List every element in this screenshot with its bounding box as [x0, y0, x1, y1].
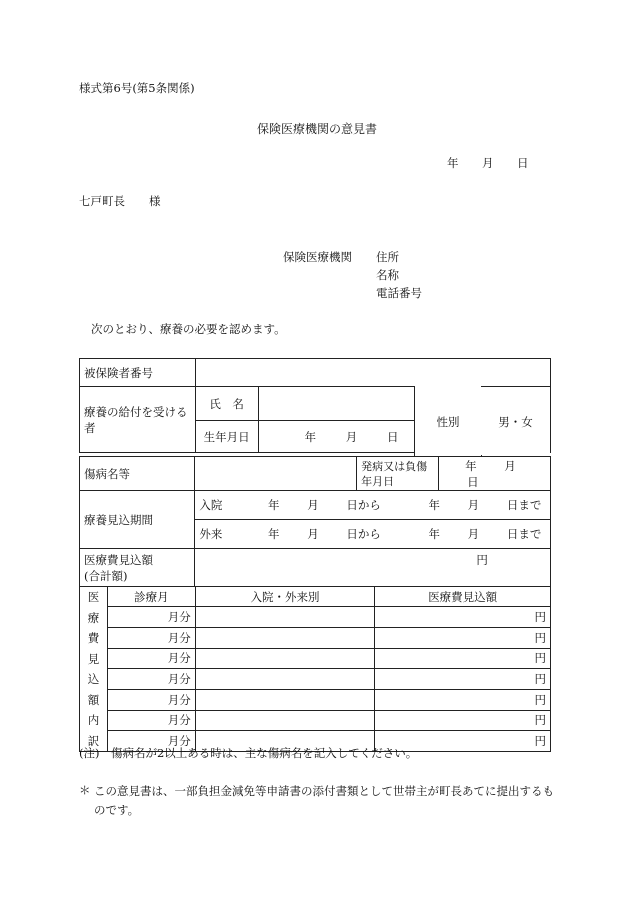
date-year: 年 [447, 156, 459, 170]
detail-table [79, 456, 551, 587]
inpatient-label: 入院 [199, 498, 223, 512]
col-type-header: 入院・外来別 [195, 587, 375, 607]
breakdown-char: 額 [87, 692, 100, 707]
cost-cell[interactable]: 円 [375, 627, 551, 648]
inpatient-row[interactable] [195, 491, 551, 520]
inpatient-to-year: 年 [428, 498, 441, 512]
outpatient-to-month: 月 [467, 527, 480, 541]
sex-label: 性別 [436, 415, 460, 429]
inpatient-from-month: 月 [307, 498, 319, 512]
breakdown-char: 込 [87, 672, 100, 686]
note: (注) 傷病名が2以上ある時は、主な傷病名を記入してください。 [79, 746, 418, 760]
outpatient-to-day: 日まで [506, 527, 542, 541]
insured-number-label: 被保険者番号 [80, 359, 196, 387]
insured-number-field[interactable] [195, 359, 550, 387]
cost-cell[interactable]: 円 [375, 689, 551, 710]
birth-day: 日 [386, 429, 399, 444]
sex-options: 男・女 [498, 415, 533, 429]
table-row [80, 689, 551, 710]
month-cell[interactable]: 月分 [107, 710, 195, 731]
footnote-mark: ＊ [79, 783, 91, 797]
table-row [80, 669, 551, 690]
breakdown-char: 内 [87, 713, 100, 727]
type-cell[interactable] [195, 710, 375, 731]
birth-month: 月 [345, 429, 358, 444]
table-row [80, 648, 551, 669]
outpatient-from-day: 日から [346, 527, 381, 541]
type-cell[interactable] [195, 669, 375, 690]
onset-year: 年 [465, 458, 477, 473]
birth-label: 生年月日 [195, 421, 258, 453]
onset-day: 日 [467, 474, 479, 489]
outpatient-from-year: 年 [268, 527, 280, 541]
table-row [80, 710, 551, 731]
disease-label: 傷病名等 [80, 457, 195, 491]
sex-label-cell [414, 386, 482, 456]
cost-total-field[interactable] [195, 549, 551, 587]
inpatient-from-year: 年 [268, 498, 280, 512]
footnote: この意見書は、一部負担金減免等申請書の添付書類として世帯主が町長あてに提出するものです。 [94, 784, 554, 817]
disease-field[interactable] [195, 457, 357, 491]
onset-field[interactable] [439, 457, 551, 491]
type-cell[interactable] [195, 627, 375, 648]
cost-cell[interactable]: 円 [375, 710, 551, 731]
addressee-name: 七戸町長 [79, 194, 125, 208]
cost-total-label-line2: (合計額) [84, 568, 128, 583]
cost-cell[interactable]: 円 [375, 607, 551, 628]
month-cell[interactable]: 月分 [107, 607, 195, 628]
month-cell[interactable]: 月分 [107, 731, 195, 752]
type-cell[interactable] [195, 607, 375, 628]
institution-name-label: 名称 [376, 268, 399, 282]
breakdown-char: 訳 [87, 733, 100, 748]
col-month-header: 診療月 [107, 587, 195, 607]
breakdown-label [80, 587, 108, 752]
cost-total-label-line1: 医療費見込額 [84, 552, 153, 567]
inpatient-to-day: 日まで [506, 498, 542, 512]
outpatient-label: 外来 [199, 527, 223, 541]
breakdown-char: 療 [87, 610, 100, 625]
recipient-label: 療養の給付を受ける者 [80, 387, 196, 453]
outpatient-to-year: 年 [428, 527, 441, 541]
outpatient-row[interactable] [195, 520, 551, 549]
table-row [80, 627, 551, 648]
breakdown-char: 費 [87, 631, 100, 645]
breakdown-char: 医 [87, 590, 100, 604]
cost-cell[interactable]: 円 [375, 648, 551, 669]
onset-label: 発病又は負傷年月日 [357, 457, 439, 491]
institution-label: 保険医療機関 [283, 250, 352, 264]
inpatient-from-day: 日から [346, 498, 381, 512]
name-label: 氏 名 [195, 387, 258, 421]
addressee-honorific: 様 [149, 194, 161, 208]
breakdown-char: 見 [87, 651, 100, 666]
institution-phone-label: 電話番号 [376, 286, 422, 300]
month-cell[interactable]: 月分 [107, 669, 195, 690]
col-cost-header: 医療費見込額 [375, 587, 551, 607]
month-cell[interactable]: 月分 [107, 689, 195, 710]
period-label: 療養見込期間 [80, 491, 195, 549]
cost-total-yen: 円 [476, 553, 488, 567]
form-number: 様式第6号(第5条関係) [79, 81, 195, 95]
sex-options-cell[interactable] [481, 387, 550, 455]
date-month: 月 [482, 156, 494, 170]
outpatient-from-month: 月 [307, 527, 319, 541]
cost-cell[interactable]: 円 [375, 669, 551, 690]
type-cell[interactable] [195, 689, 375, 710]
institution-address-label: 住所 [376, 250, 399, 264]
table-row [80, 607, 551, 628]
month-cell[interactable]: 月分 [107, 627, 195, 648]
page-title: 保険医療機関の意見書 [257, 122, 378, 136]
onset-month: 月 [504, 458, 516, 473]
date-day: 日 [517, 156, 529, 170]
breakdown-table [79, 586, 551, 752]
inpatient-to-month: 月 [467, 498, 480, 512]
type-cell[interactable] [195, 648, 375, 669]
month-cell[interactable]: 月分 [107, 648, 195, 669]
intro-text: 次のとおり、療養の必要を認めます。 [91, 322, 286, 336]
cost-cell[interactable]: 円 [375, 731, 551, 752]
cost-total-label [80, 549, 195, 587]
birth-year: 年 [304, 429, 317, 444]
